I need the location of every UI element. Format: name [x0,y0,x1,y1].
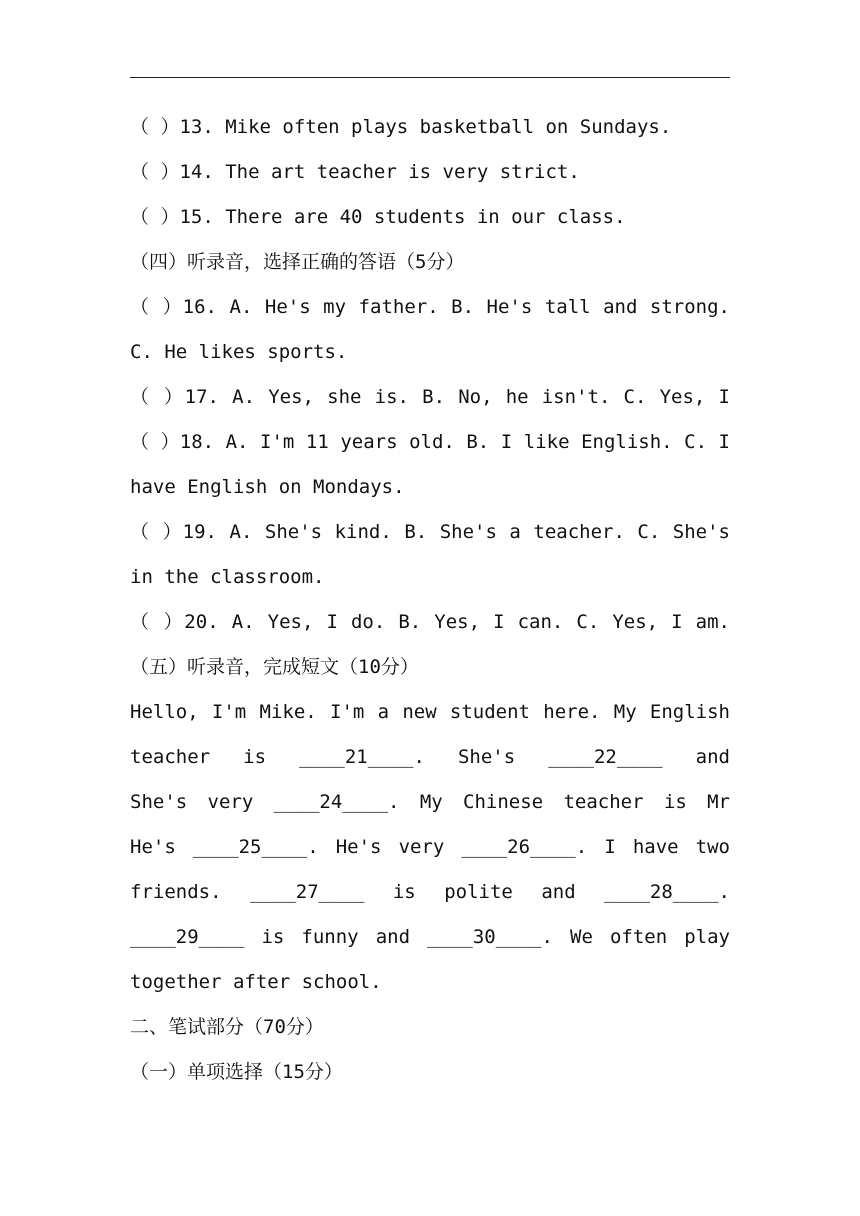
question-16-continued: C. He likes sports. [130,341,348,363]
question-13: （ ）13. Mike often plays basketball on Sundays. [130,116,672,138]
question-19: （ ）19. A. She's kind. B. She's a teacher. C. She's [130,521,730,543]
passage-line: together after school. [130,971,382,993]
passage-line: He's ____25____. He's very ____26____. I have two [130,836,730,858]
question-15: （ ）15. There are 40 students in our class. [130,206,626,228]
question-17: （ ）17. A. Yes, she is. B. No, he isn't. C. Yes, I [130,386,730,408]
question-16: （ ）16. A. He's my father. B. He's tall and strong. [130,296,730,318]
question-19-continued: in the classroom. [130,566,325,588]
question-18: （ ）18. A. I'm 11 years old. B. I like English. C. I [130,431,730,453]
document-body [130,105,730,1095]
passage-line: ____29____ is funny and ____30____. We often play [130,926,730,948]
question-18-continued: have English on Mondays. [130,476,405,498]
question-20: （ ）20. A. Yes, I do. B. Yes, I can. C. Yes, I am. [130,611,730,633]
section-4-heading: （四）听录音，选择正确的答语（5分） [130,251,465,273]
section-1-heading: （一）单项选择（15分） [130,1061,343,1083]
question-14: （ ）14. The art teacher is very strict. [130,161,580,183]
section-5-heading: （五）听录音，完成短文（10分） [130,656,419,678]
passage-line: Hello, I'm Mike. I'm a new student here. My English [130,701,730,723]
header-rule [130,77,730,78]
part-2-heading: 二、笔试部分（70分） [130,1016,324,1038]
passage-line: She's very ____24____. My Chinese teacher is Mr [130,791,730,813]
passage-line: teacher is ____21____. She's ____22____ and [130,746,730,768]
passage-line: friends. ____27____ is polite and ____28____. [130,881,730,903]
